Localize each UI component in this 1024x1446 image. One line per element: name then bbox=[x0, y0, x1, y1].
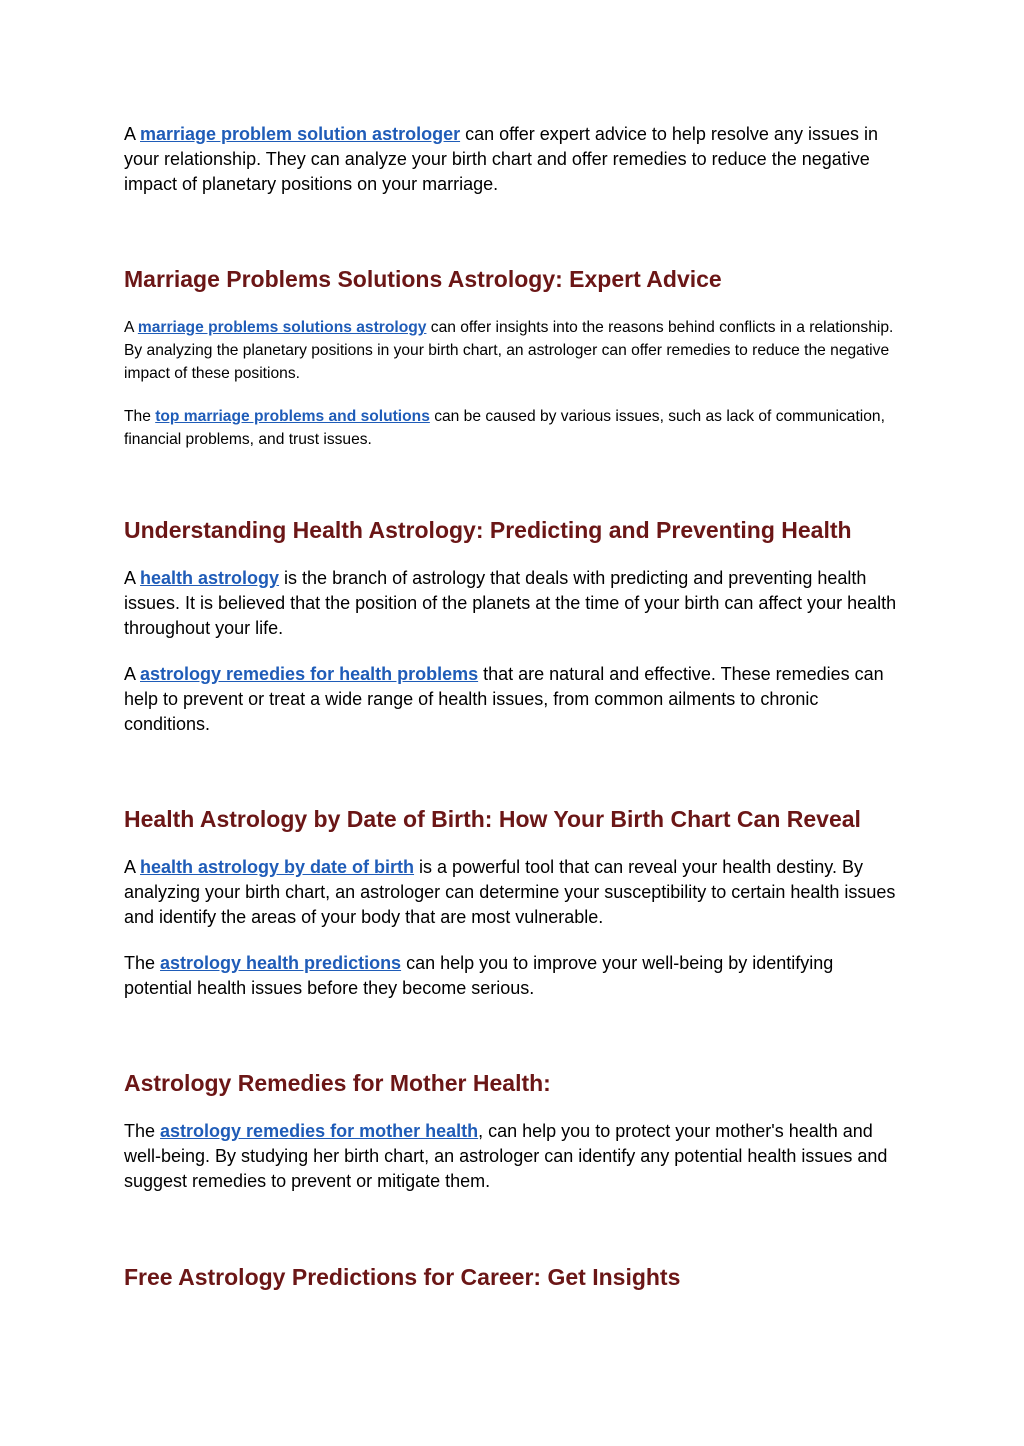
section-heading-marriage-problems: Marriage Problems Solutions Astrology: Expert Advice bbox=[124, 266, 722, 292]
health-astrology-by-date-of-birth-link[interactable]: health astrology by date of birth bbox=[140, 857, 415, 877]
paragraph-text-pre: The bbox=[124, 408, 156, 425]
paragraph-text-pre: A bbox=[124, 664, 141, 684]
paragraph-text-pre: The bbox=[124, 1121, 161, 1141]
section-2-paragraph-1 bbox=[124, 566, 904, 641]
marriage-problem-solution-astrologer-link[interactable]: marriage problem solution astrologer bbox=[140, 124, 461, 144]
section-2-paragraph-2 bbox=[124, 662, 904, 737]
astrology-remedies-for-mother-health-link[interactable]: astrology remedies for mother health bbox=[160, 1121, 479, 1141]
astrology-remedies-for-health-problems-link[interactable]: astrology remedies for health problems bbox=[140, 664, 479, 684]
health-astrology-link[interactable]: health astrology bbox=[140, 568, 280, 588]
section-3-paragraph-2 bbox=[124, 951, 904, 1001]
paragraph-text-post: can help you to improve your well-being by identifying potential health issues before they become serious. bbox=[124, 953, 834, 998]
marriage-problems-solutions-astrology-link[interactable]: marriage problems solutions astrology bbox=[137, 319, 427, 336]
section-heading-astrology-remedies-mother-health: Astrology Remedies for Mother Health: bbox=[124, 1070, 551, 1096]
paragraph-text-post: is a powerful tool that can reveal your health destiny. By analyzing your birth chart, an astrologer can determine your susceptibility to certain health issues and identify the areas of your body that are most vulnerable. bbox=[124, 857, 896, 927]
section-1-paragraph-1 bbox=[124, 316, 904, 385]
intro-text-post: can offer expert advice to help resolve any issues in your relationship. They can analyze your birth chart and offer remedies to reduce the negative impact of planetary positions on your marriage. bbox=[124, 124, 878, 194]
intro-text-pre: A bbox=[124, 124, 141, 144]
section-heading-health-astrology-by-date-of-birth: Health Astrology by Date of Birth: How Your Birth Chart Can Reveal bbox=[124, 806, 861, 832]
section-4-paragraph-1 bbox=[124, 1119, 904, 1194]
paragraph-text-pre: A bbox=[124, 857, 141, 877]
section-heading-free-astrology-predictions-career: Free Astrology Predictions for Career: Get Insights bbox=[124, 1264, 681, 1290]
paragraph-text-post: can offer insights into the reasons behind conflicts in a relationship. By analyzing the planetary positions in your birth chart, an astrologer can offer remedies to reduce the negative impact of these positions. bbox=[124, 319, 894, 382]
intro-paragraph bbox=[124, 122, 904, 197]
top-marriage-problems-and-solutions-link[interactable]: top marriage problems and solutions bbox=[155, 408, 430, 425]
paragraph-text-post: , can help you to protect your mother's health and well-being. By studying her birth chart, an astrologer can identify any potential health issues and suggest remedies to prevent or mitigate them. bbox=[124, 1121, 888, 1191]
paragraph-text-pre: A bbox=[124, 568, 141, 588]
paragraph-text-pre: The bbox=[124, 953, 161, 973]
paragraph-text-pre: A bbox=[124, 319, 138, 336]
section-3-paragraph-1 bbox=[124, 855, 904, 930]
section-1-paragraph-2 bbox=[124, 405, 904, 451]
section-heading-understanding-health-astrology: Understanding Health Astrology: Predicting and Preventing Health bbox=[124, 517, 852, 543]
paragraph-text-post: that are natural and effective. These remedies can help to prevent or treat a wide range of health issues, from common ailments to chronic conditions. bbox=[124, 664, 884, 734]
paragraph-text-post: can be caused by various issues, such as lack of communication, financial problems, and trust issues. bbox=[124, 408, 885, 448]
paragraph-text-post: is the branch of astrology that deals with predicting and preventing health issues. It is believed that the position of the planets at the time of your birth can affect your health throughout your life. bbox=[124, 568, 897, 638]
astrology-health-predictions-link[interactable]: astrology health predictions bbox=[160, 953, 402, 973]
